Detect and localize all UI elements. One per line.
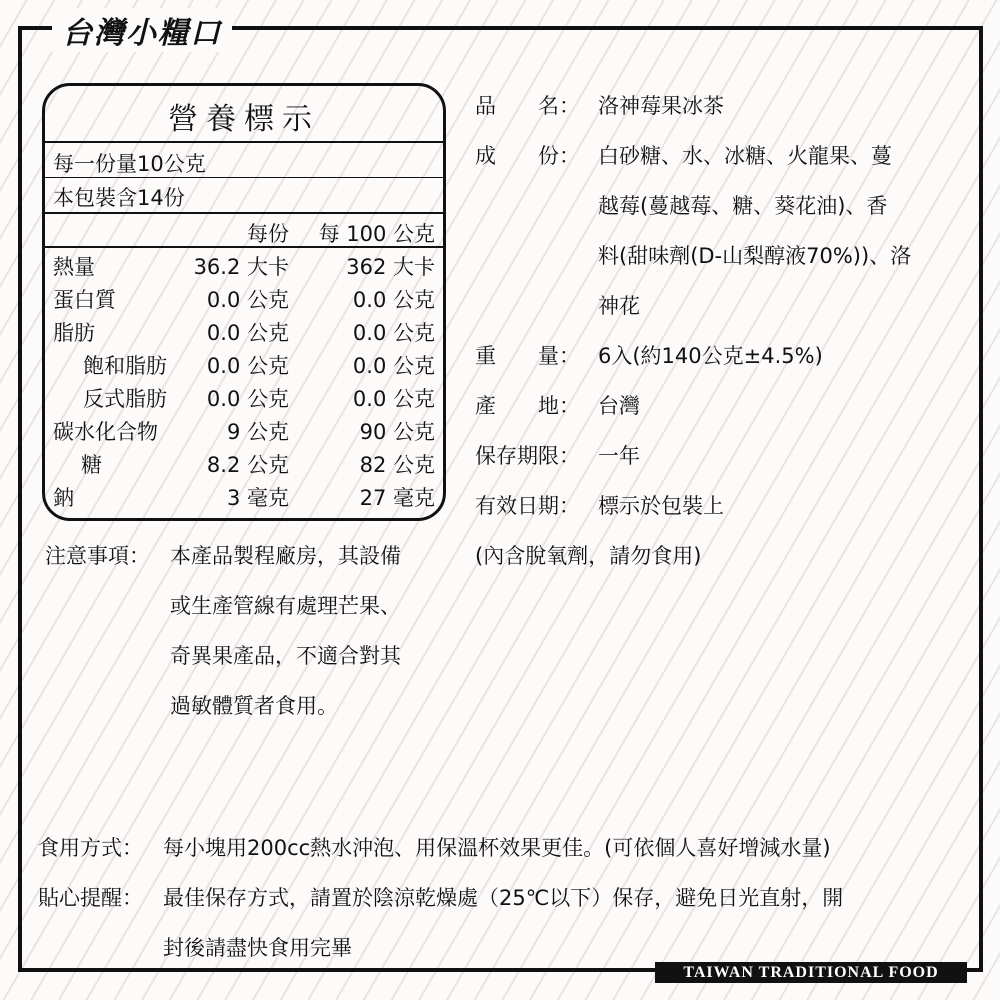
info-label: 重 量： [475, 344, 580, 368]
nutrition-table [42, 83, 446, 521]
divider [45, 141, 443, 143]
info-value: 6入(約140公克±4.5%) [598, 344, 823, 368]
nutrient-per-serving: 36.2 大卡 [193, 255, 289, 279]
info-value: 料(甜味劑(D-山梨醇液70%))、洛 [598, 244, 912, 268]
nutrient-per-100g: 27 毫克 [359, 486, 435, 510]
divider [45, 212, 443, 214]
servings-per-pack: 本包裝含14份 [53, 186, 185, 210]
nutrient-per-100g: 362 大卡 [346, 255, 435, 279]
info-label: 產 地： [475, 394, 580, 418]
tips-line: 最佳保存方式，請置於陰涼乾燥處（25℃以下）保存，避免日光直射，開 [163, 886, 844, 910]
nutrient-per-serving: 3 毫克 [226, 486, 289, 510]
nutrient-name: 脂肪 [53, 321, 95, 345]
info-label: 有效日期： [475, 494, 580, 518]
serving-size: 每一份量10公克 [53, 152, 206, 176]
nutrient-per-100g: 0.0 公克 [352, 387, 435, 411]
info-value: (內含脫氧劑，請勿食用) [475, 544, 702, 568]
notice-line: 過敏體質者食用。 [170, 694, 338, 718]
nutrient-per-100g: 0.0 公克 [352, 321, 435, 345]
brand-logo: 台灣小糧口 [52, 8, 232, 52]
notice-line: 奇異果產品，不適合對其 [170, 644, 401, 668]
brand-banner: TAIWAN TRADITIONAL FOOD [655, 962, 967, 983]
notice-line: 本產品製程廠房，其設備 [170, 544, 401, 568]
nutrition-title: 營養標示 [168, 102, 320, 137]
frame-right [979, 26, 983, 972]
notice-line: 或生產管線有處理芒果、 [170, 594, 401, 618]
nutrient-per-serving: 9 公克 [226, 420, 289, 444]
nutrient-per-serving: 0.0 公克 [206, 354, 289, 378]
divider [45, 177, 443, 178]
usage-label: 食用方式： [38, 836, 143, 860]
nutrient-per-serving: 0.0 公克 [206, 321, 289, 345]
nutrient-per-100g: 0.0 公克 [352, 288, 435, 312]
nutrient-per-100g: 82 公克 [359, 453, 435, 477]
nutrient-name: 飽和脂肪 [83, 354, 167, 378]
tips-label: 貼心提醒： [38, 886, 143, 910]
usage-text: 每小塊用200cc熱水沖泡、用保溫杯效果更佳。(可依個人喜好增減水量) [163, 836, 831, 860]
tips-line: 封後請盡快食用完畢 [163, 936, 352, 960]
col-per-100g: 每 100 公克 [318, 222, 435, 246]
info-value: 標示於包裝上 [598, 494, 724, 518]
info-value: 白砂糖、水、冰糖、火龍果、蔓 [598, 144, 892, 168]
info-value: 洛神莓果冰茶 [598, 94, 724, 118]
nutrient-name: 鈉 [53, 486, 74, 510]
info-label: 品 名： [475, 94, 580, 118]
divider [45, 246, 443, 248]
nutrient-per-100g: 90 公克 [359, 420, 435, 444]
nutrient-per-serving: 8.2 公克 [206, 453, 289, 477]
info-value: 神花 [598, 294, 640, 318]
nutrient-per-100g: 0.0 公克 [352, 354, 435, 378]
nutrient-name: 蛋白質 [53, 288, 116, 312]
frame-left [18, 26, 22, 972]
nutrient-name: 熱量 [53, 255, 95, 279]
nutrient-name: 反式脂肪 [83, 387, 167, 411]
nutrient-per-serving: 0.0 公克 [206, 288, 289, 312]
notice-label: 注意事項： [45, 544, 150, 568]
nutrient-per-serving: 0.0 公克 [206, 387, 289, 411]
info-label: 成 份： [475, 144, 580, 168]
info-value: 越莓(蔓越莓、糖、葵花油)、香 [598, 194, 888, 218]
col-per-serving: 每份 [247, 222, 289, 246]
info-value: 一年 [598, 444, 640, 468]
nutrient-name: 糖 [81, 453, 102, 477]
info-value: 台灣 [598, 394, 640, 418]
nutrient-name: 碳水化合物 [53, 420, 158, 444]
info-label: 保存期限： [475, 444, 580, 468]
